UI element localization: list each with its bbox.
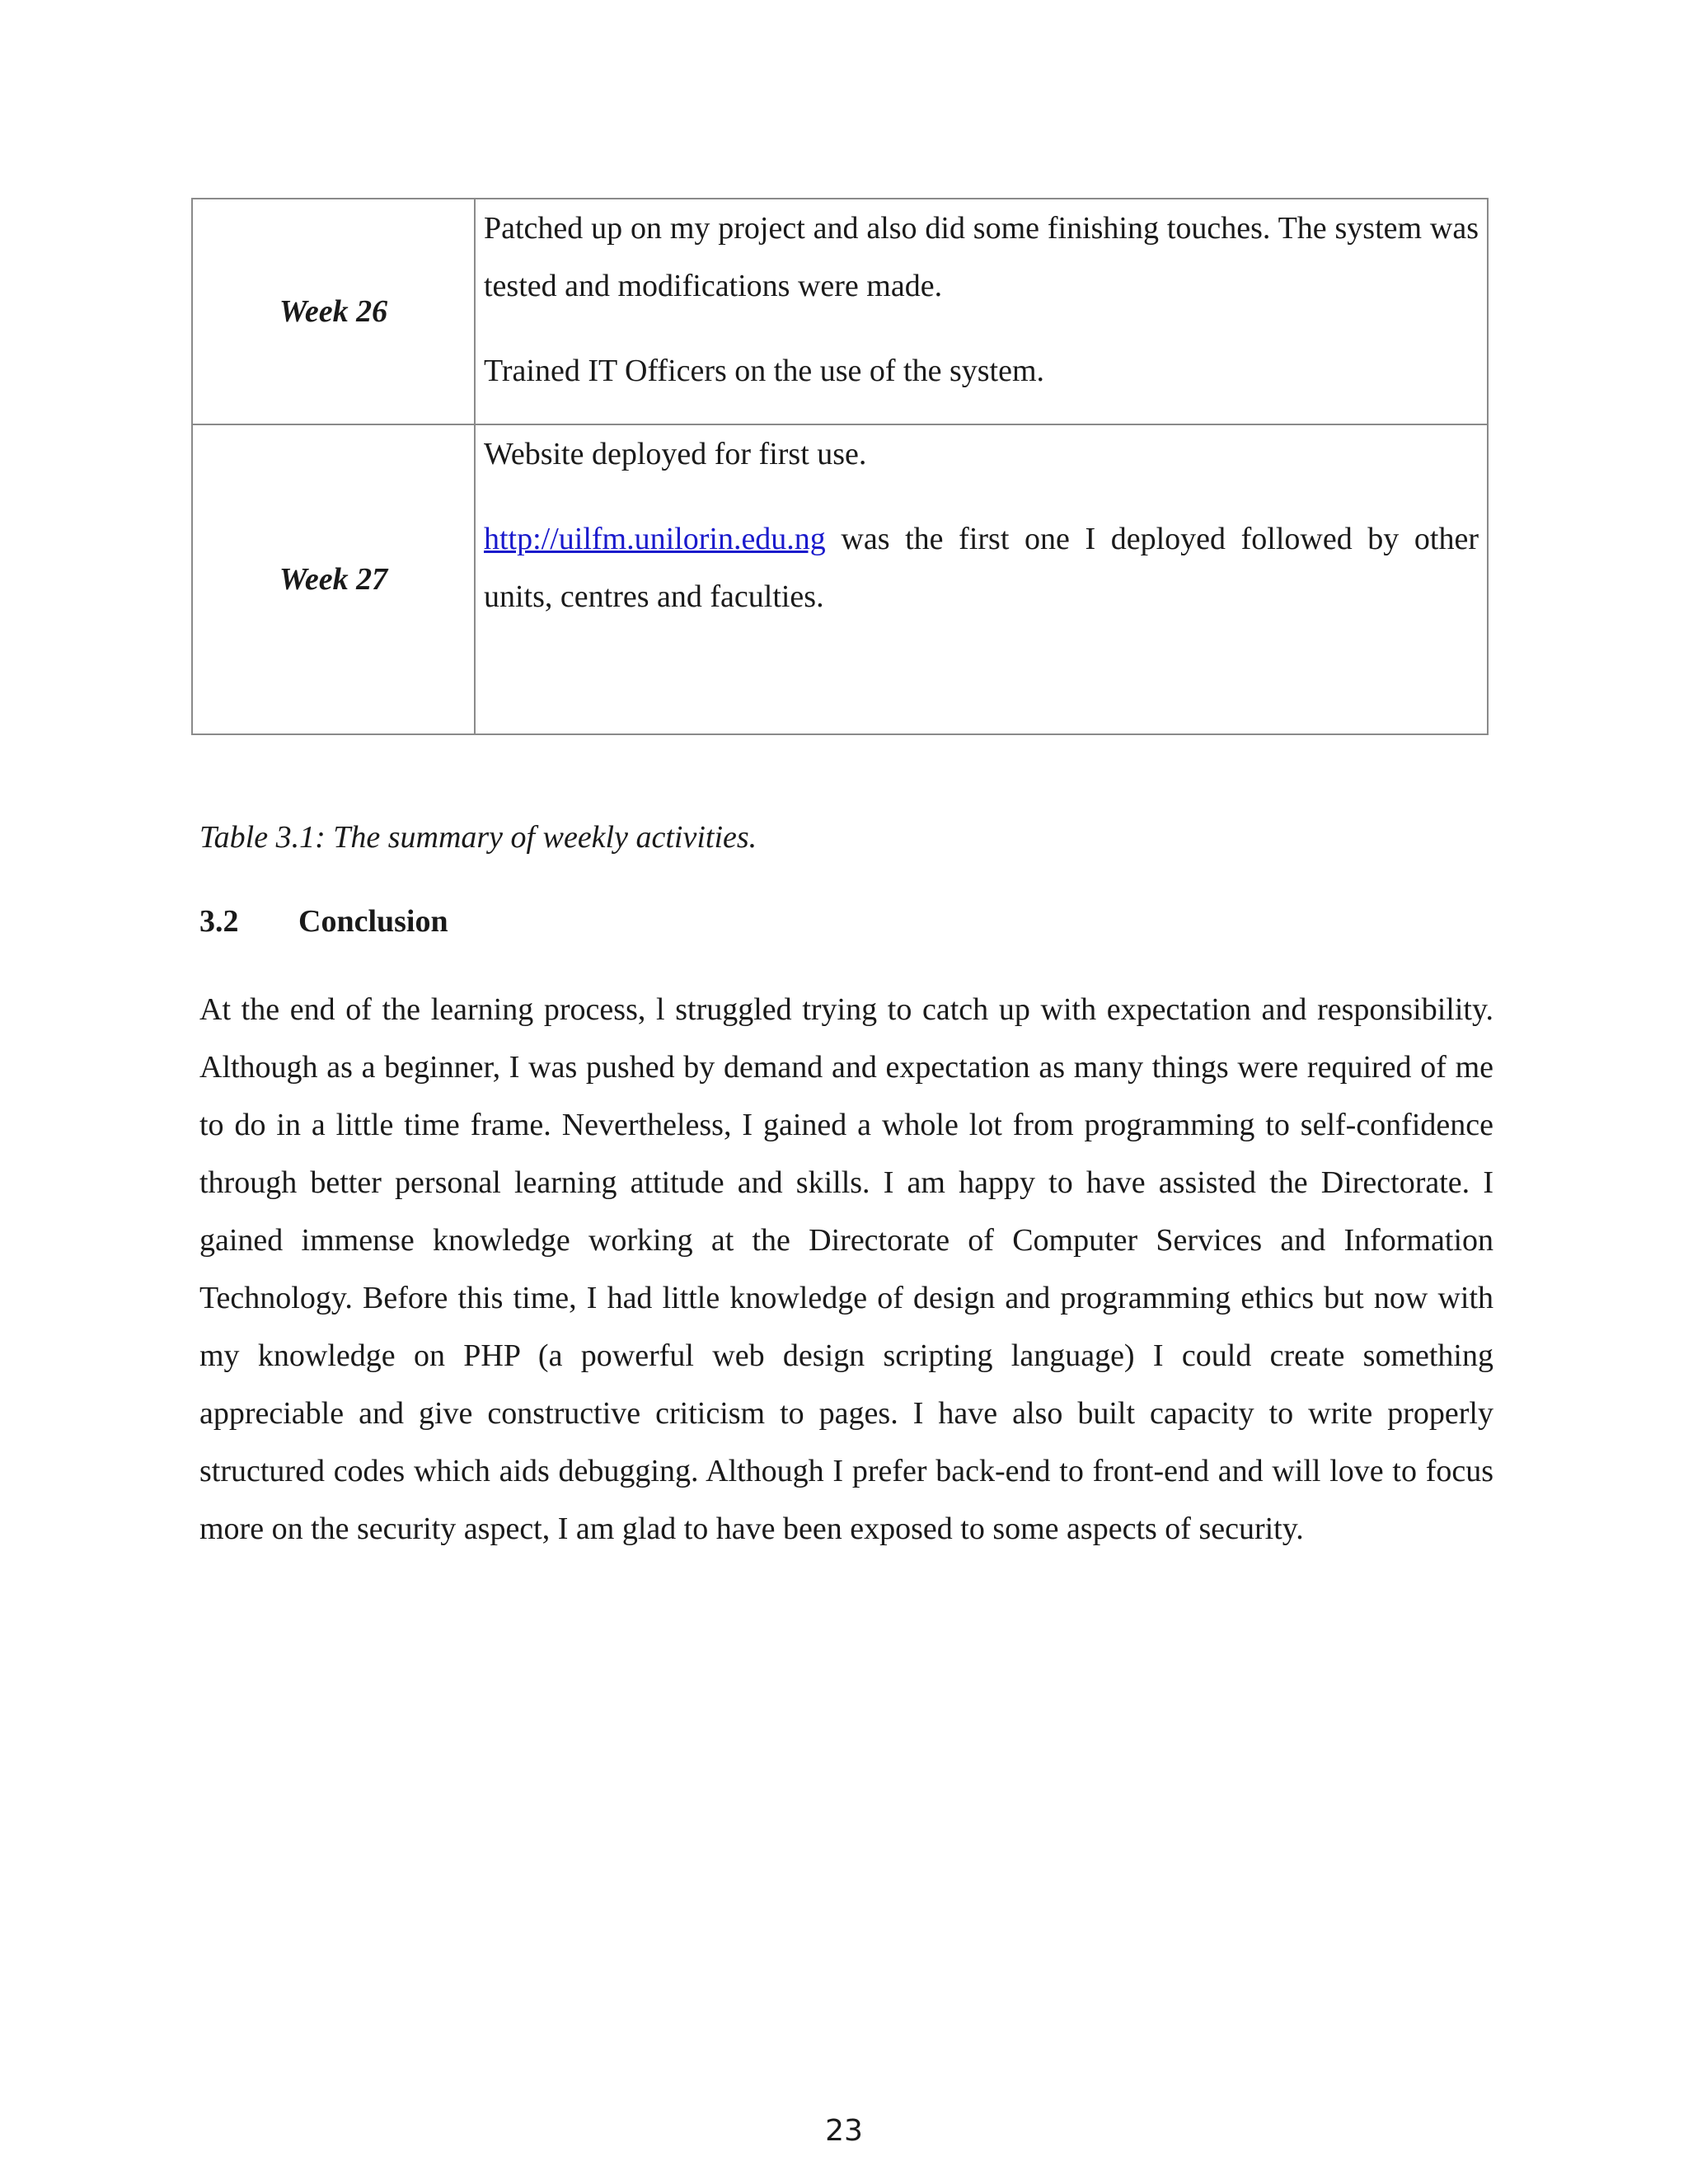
week-description [475, 424, 1488, 734]
website-link[interactable]: http://uilfm.unilorin.edu.ng [484, 522, 826, 556]
table-row [192, 199, 1488, 424]
weekly-activities-table [191, 198, 1489, 735]
page-number: 23 [825, 2114, 863, 2148]
section-heading [199, 898, 448, 944]
description-text: was the first one I deployed followed by other units, centres and faculties. [484, 522, 1479, 614]
section-title: Conclusion [298, 904, 448, 939]
week-label: Week 26 [192, 199, 475, 424]
table-row [192, 424, 1488, 734]
section-number: 3.2 [199, 904, 239, 939]
week-label: Week 27 [192, 424, 475, 734]
description-paragraph: Patched up on my project and also did some finishing touches. The system was tested and modifications were made. [484, 211, 1479, 303]
conclusion-paragraph: At the end of the learning process, l struggled trying to catch up with expectation and responsibility. Although as a beginner, I was pushed by demand and expectation as many things were required of me to do in a little time frame. Nevertheless, I gained a whole lot from programming to self-confidence through better personal learning attitude and skills. I am happy to have assisted the Directorate. I gained immense knowledge working at the Directorate of Computer Services and Information Technology. Before this time, I had little knowledge of design and programming ethics but now with my knowledge on PHP (a powerful web design scripting language) I could create something appreciable and give constructive criticism to pages. I have also built capacity to write properly structured codes which aids debugging. Although I prefer back-end to front-end and will love to focus more on the security aspect, I am glad to have been exposed to some aspects of security. [199, 992, 1493, 1546]
week-description [475, 199, 1488, 424]
description-paragraph: Trained IT Officers on the use of the system. [484, 354, 1045, 388]
description-paragraph: Website deployed for first use. [484, 437, 867, 471]
description-paragraph [484, 510, 1479, 626]
table-caption: Table 3.1: The summary of weekly activities. [199, 820, 757, 855]
